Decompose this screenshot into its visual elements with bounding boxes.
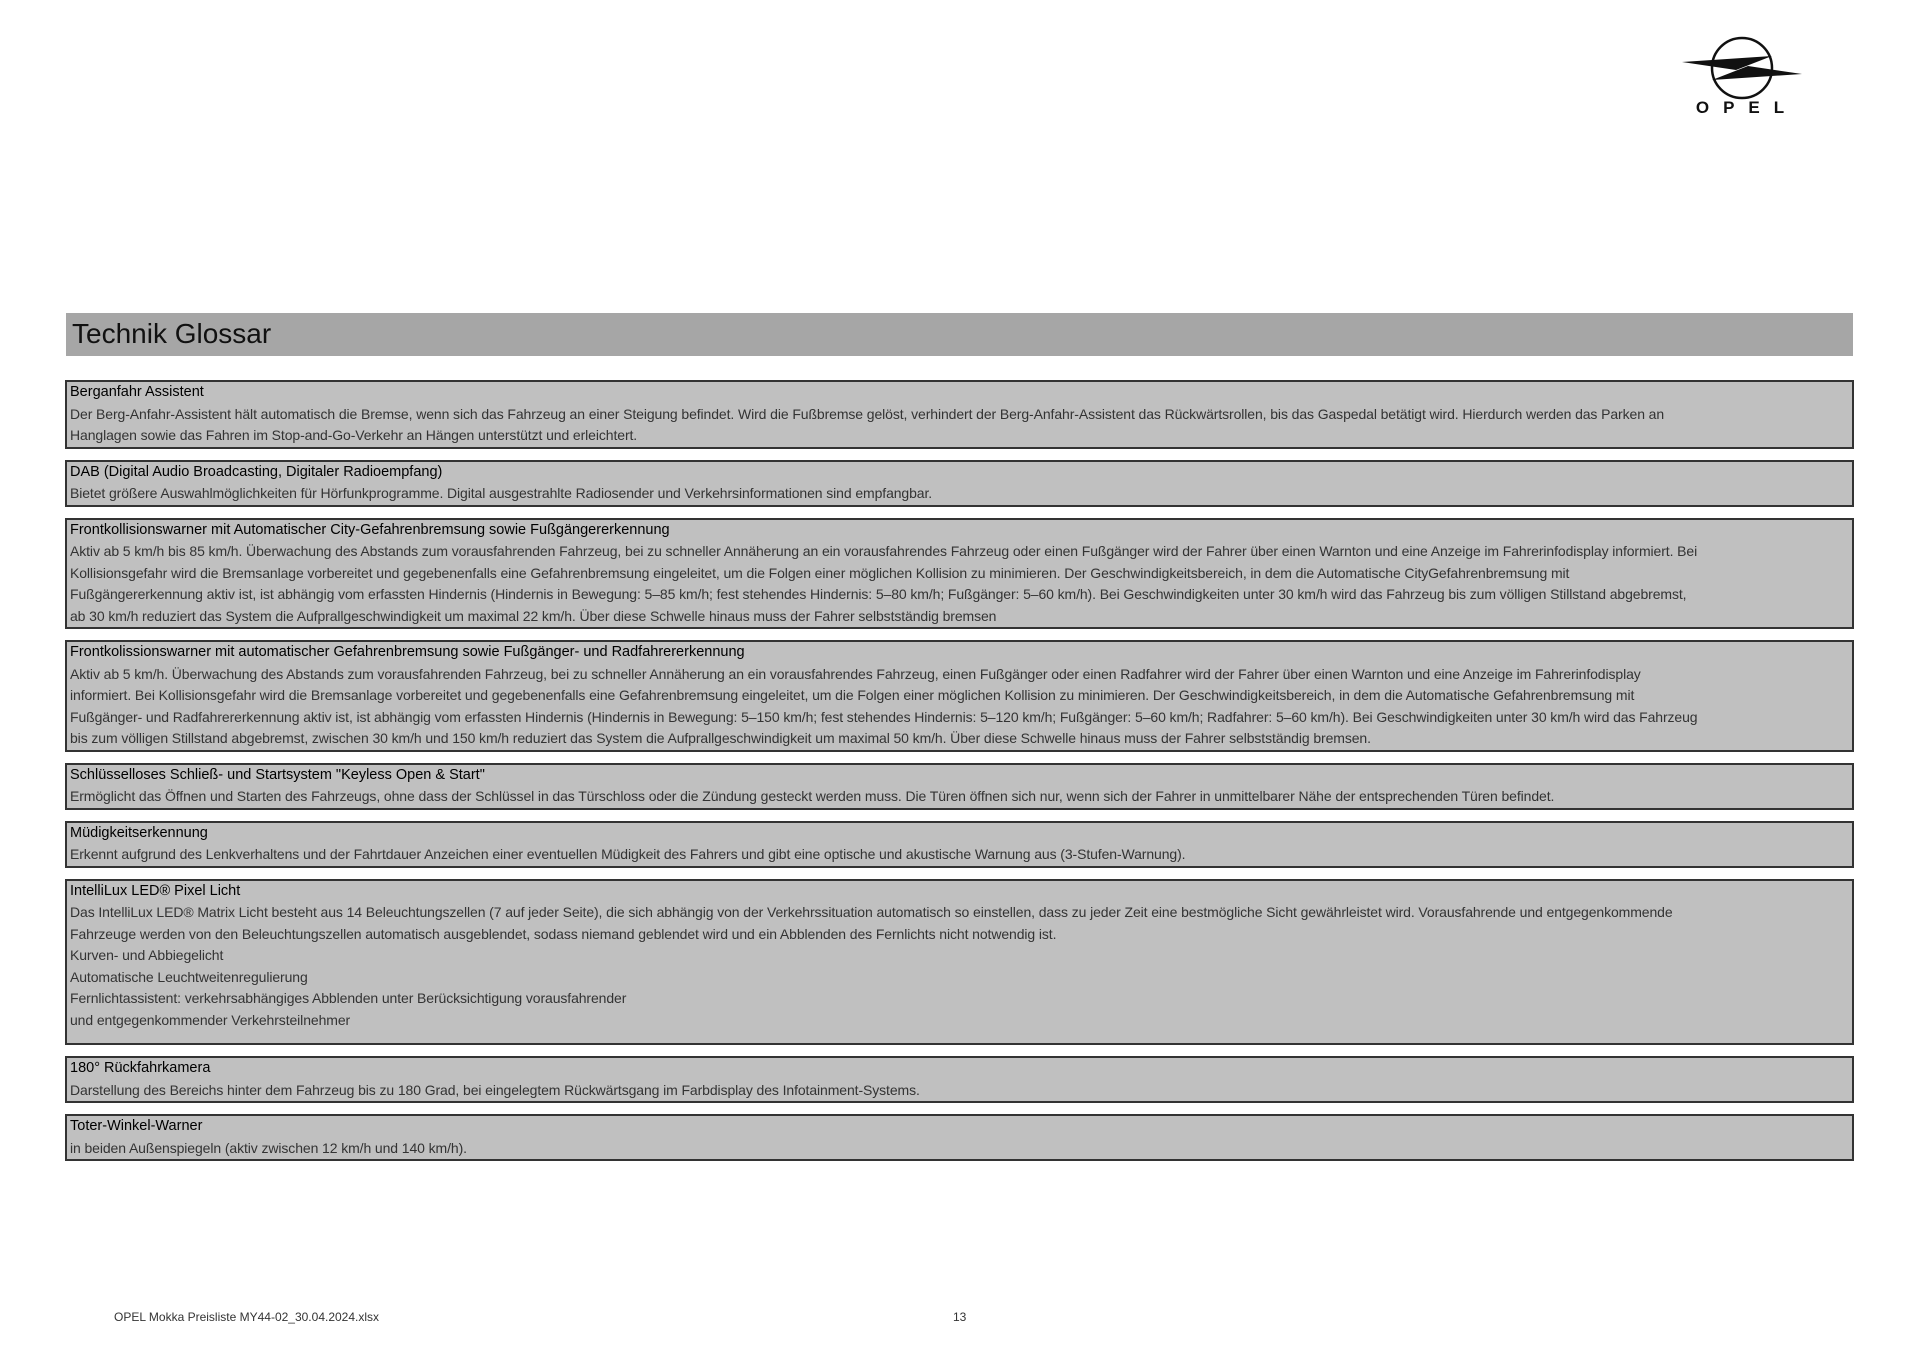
glossary-entry: [65, 1114, 1854, 1161]
glossary-entry: [65, 1056, 1854, 1103]
glossary-description-line: informiert. Bei Kollisionsgefahr wird die Bremsanlage vorbereitet und gegebenenfalls eine Gefahrenbremsung eingeleitet, um die Folgen einer möglichen Kollision zu minimieren. Der Geschwindigkeitsbereich, in dem die Automatische Gefahrenbremsung mit: [70, 687, 1635, 703]
glossary-description-line: Erkennt aufgrund des Lenkverhaltens und der Fahrtdauer Anzeichen einer eventuellen Müdigkeit des Fahrers und gibt eine optische und akustische Warnung aus (3-Stufen-Warnung).: [70, 846, 1186, 862]
footer-filename: OPEL Mokka Preisliste MY44-02_30.04.2024.xlsx: [114, 1310, 380, 1324]
glossary-description-line: Fußgängererkennung aktiv ist, ist abhängig vom erfassten Hindernis (Hindernis in Bewegung: 5–85 km/h; fest stehendes Hindernis: 5–80 km/h; Fußgänger: 5–60 km/h). Bei Geschwindigkeiten unter 30 km/h wird das Fahrzeug bis zum völligen Stillstand abgebremst,: [70, 586, 1687, 602]
glossary-entry: [65, 763, 1854, 810]
glossary-entry: [65, 518, 1854, 630]
glossary-list: [65, 380, 1854, 1172]
glossary-description-line: Fahrzeuge werden von den Beleuchtungszellen automatisch ausgeblendet, sodass niemand geblendet wird und ein Abblenden des Fernlichts nicht notwendig ist.: [70, 925, 1057, 942]
glossary-description-line: Der Berg-Anfahr-Assistent hält automatisch die Bremse, wenn sich das Fahrzeug an einer Steigung befindet. Wird die Fußbremse gelöst, verhindert der Berg-Anfahr-Assistent das Rückwärtsrollen, bis das Gaspedal betätigt wird. Hierdurch werden das Parken an: [70, 405, 1665, 422]
glossary-term: Frontkollisionswarner mit Automatischer City-Gefahrenbremsung sowie Fußgängererkennung: [70, 521, 670, 538]
glossary-description-line: Hanglagen sowie das Fahren im Stop-and-Go-Verkehr an Hängen unterstützt und erleichtert.: [70, 427, 638, 443]
glossary-entry: [65, 460, 1854, 507]
glossary-description-line: Kurven- und Abbiegelicht: [70, 947, 224, 963]
glossary-description-line: Aktiv ab 5 km/h bis 85 km/h. Überwachung des Abstands zum vorausfahrenden Fahrzeug, bei zu schneller Annäherung an ein vorausfahrendes Fahrzeug oder einen Fußgänger wird der Fahrer über einen Warnton und eine Anzeige im Fahrerinfodisplay informiert. Bei: [70, 543, 1698, 559]
page-number: 13: [953, 1310, 967, 1324]
glossary-term: Schlüsselloses Schließ- und Startsystem "Keyless Open & Start": [70, 766, 485, 783]
glossary-term: Toter-Winkel-Warner: [70, 1118, 203, 1134]
glossary-description-line: Ermöglicht das Öffnen und Starten des Fahrzeugs, ohne dass der Schlüssel in das Türschloss oder die Zündung gesteckt werden muss. Die Türen öffnen sich nur, wenn sich der Fahrer in unmittelbarer Nähe der entsprechenden Türen befindet.: [70, 788, 1555, 804]
glossary-description-line: und entgegenkommender Verkehrsteilnehmer: [70, 1011, 351, 1028]
glossary-entry: [65, 640, 1854, 752]
glossary-description-line: Fußgänger- und Radfahrererkennung aktiv ist, ist abhängig vom erfassten Hindernis (Hindernis in Bewegung: 5–150 km/h; fest stehendes Hindernis: 5–120 km/h; Fußgänger: 5–60 km/h; Radfahrer: 5–60 km/h). Bei Geschwindigkeiten unter 30 km/h wird das Fahrzeug: [70, 708, 1698, 725]
glossary-description-line: Bietet größere Auswahlmöglichkeiten für Hörfunkprogramme. Digital ausgestrahlte Radiosender und Verkehrsinformationen sind empfangbar.: [70, 485, 933, 501]
glossary-term: Frontkolissionswarner mit automatischer Gefahrenbremsung sowie Fußgänger- und Radfahrererkennung: [70, 644, 745, 660]
page-title: Technik Glossar: [72, 318, 272, 349]
glossary-term: DAB (Digital Audio Broadcasting, Digitaler Radioempfang): [70, 463, 443, 480]
glossary-description-line: Automatische Leuchtweitenregulierung: [70, 968, 308, 985]
glossary-term: Müdigkeitserkennung: [70, 824, 208, 841]
glossary-term: 180° Rückfahrkamera: [70, 1060, 211, 1076]
glossary-description-line: Aktiv ab 5 km/h. Überwachung des Abstands zum vorausfahrenden Fahrzeug, bei zu schneller Annäherung an ein vorausfahrendes Fahrzeug, einen Fußgänger oder einen Radfahrer wird der Fahrer über einen Warnton und eine Anzeige im Fahrerinfodisplay: [70, 665, 1641, 682]
glossary-term: IntelliLux LED® Pixel Licht: [70, 882, 241, 899]
logo-text: OPEL: [1695, 98, 1799, 117]
glossary-description-line: Darstellung des Bereichs hinter dem Fahrzeug bis zu 180 Grad, bei eingelegtem Rückwärtsgang im Farbdisplay des Infotainment-Systems.: [70, 1081, 920, 1098]
glossary-description-line: bis zum völligen Stillstand abgebremst, zwischen 30 km/h und 150 km/h reduziert das System die Aufprallgeschwindigkeit um maximal 50 km/h. Über diese Schwelle hinaus muss der Fahrer selbstständig bremsen.: [70, 730, 1371, 746]
glossary-entry: [65, 380, 1854, 449]
glossary-description-line: Fernlichtassistent: verkehrsabhängiges Abblenden unter Berücksichtigung vorausfahrender: [70, 990, 627, 1006]
glossary-entry: [65, 821, 1854, 868]
section-title-bar: [66, 313, 1853, 356]
glossary-description-line: ab 30 km/h reduziert das System die Aufprallgeschwindigkeit um maximal 22 km/h. Über diese Schwelle hinaus muss der Fahrer selbstständig bremsen: [70, 607, 997, 624]
glossary-description-line: Kollisionsgefahr wird die Bremsanlage vorbereitet und gegebenenfalls eine Gefahrenbremsung eingeleitet, um die Folgen einer möglichen Kollision zu minimieren. Der Geschwindigkeitsbereich, in dem die Automatische CityGefahrenbremsung mit: [70, 564, 1570, 581]
glossary-term: Berganfahr Assistent: [70, 384, 204, 400]
glossary-description-line: Das IntelliLux LED® Matrix Licht besteht aus 14 Beleuchtungszellen (7 auf jeder Seite), die sich abhängig von der Verkehrssituation automatisch so einstellen, dass zu jeder Zeit eine bestmögliche Sicht gewährleistet wird. Vorausfahrende und entgegenkommende: [70, 904, 1673, 920]
glossary-description-line: in beiden Außenspiegeln (aktiv zwischen 12 km/h und 140 km/h).: [70, 1139, 467, 1156]
glossary-entry: [65, 879, 1854, 1046]
